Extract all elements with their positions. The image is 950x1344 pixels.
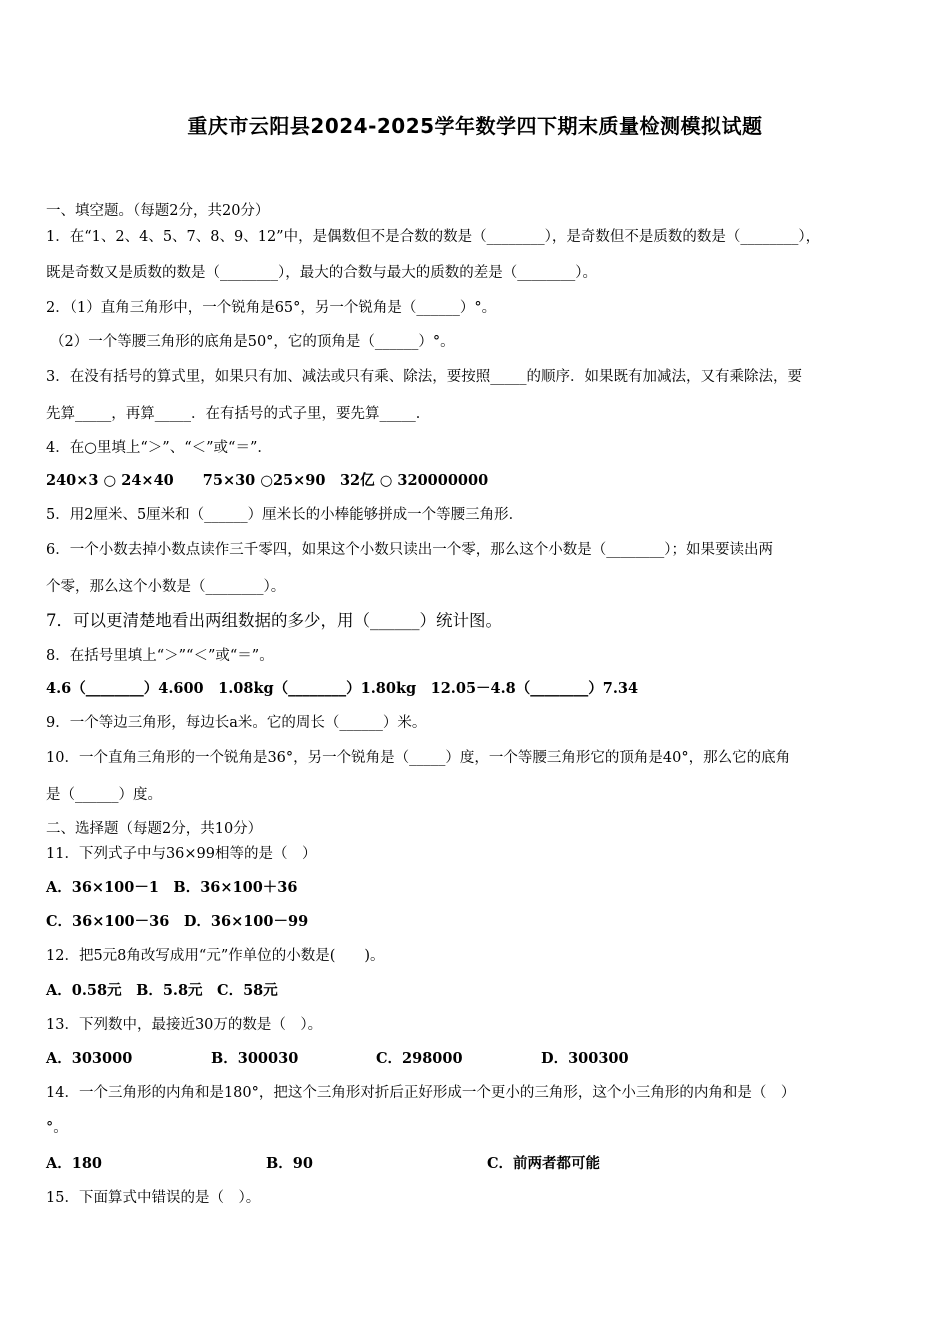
question-15: 15．下面算式中错误的是（ ）。 [46, 1190, 261, 1206]
question-6-line-1: 6．一个小数去掉小数点读作三千零四，如果这个小数只读出一个零，那么这个小数是（________）；如果要读出两 [46, 542, 773, 558]
question-11-options-ab: A．36×100－1 B．36×100＋36 [46, 879, 298, 896]
question-14-line-1: 14．一个三角形的内角和是180°，把这个三角形对折后正好形成一个更小的三角形，这个小三角形的内角和是（ ） [46, 1085, 796, 1101]
question-1-line-1: 1．在“1、2、4、5、7、8、9、12”中，是偶数但不是合数的数是（________），是奇数但不是质数的数是（________）， [46, 229, 821, 245]
question-2-part-1: 2．（1）直角三角形中，一个锐角是65°，另一个锐角是（______）°。 [46, 300, 497, 316]
question-13: 13．下列数中，最接近30万的数是（ ）。 [46, 1017, 323, 1033]
question-4: 4．在○里填上“＞”、“＜”或“＝”． [46, 440, 272, 456]
question-8-items: 4.6（________）4.600 1.08kg（________）1.80kg 12.05－4.8（________）7.34 [46, 680, 639, 697]
section-heading-fill-blank: 一、填空题。（每题2分，共20分） [46, 203, 270, 219]
question-1-line-2: 既是奇数又是质数的数是（________），最大的合数与最大的质数的差是（________）。 [46, 265, 597, 281]
question-14-option-a: A．180 [46, 1155, 103, 1172]
question-10-line-2: 是（______）度。 [46, 787, 162, 803]
question-2-part-2: （2）一个等腰三角形的底角是50°，它的顶角是（______）°。 [50, 334, 455, 350]
question-6-line-2: 个零，那么这个小数是（________）。 [46, 579, 286, 595]
page-title: 重庆市云阳县2024-2025学年数学四下期末质量检测模拟试题 [187, 114, 763, 138]
question-13-option-d: D．300300 [541, 1050, 629, 1067]
question-5: 5．用2厘米、5厘米和（______）厘米长的小棒能够拼成一个等腰三角形． [46, 507, 524, 523]
question-8: 8．在括号里填上“＞”“＜”或“＝”。 [46, 648, 274, 664]
question-12-options: A．0.58元 B．5.8元 C．58元 [46, 982, 278, 999]
question-3-line-1: 3．在没有括号的算式里，如果只有加、减法或只有乘、除法，要按照_____的顺序．如果既有加减法，又有乘除法，要 [46, 369, 802, 385]
question-7: 7．可以更清楚地看出两组数据的多少，用（______）统计图。 [46, 611, 502, 630]
question-13-option-b: B．300030 [211, 1050, 299, 1067]
question-4-items: 240×3 ○ 24×40 75×30 ○25×90 32亿 ○ 320000000 [46, 472, 489, 489]
question-13-option-c: C．298000 [376, 1050, 463, 1067]
section-heading-multiple-choice: 二、选择题（每题2分，共10分） [46, 821, 263, 837]
question-12: 12．把5元8角改写成用“元”作单位的小数是( )。 [46, 948, 385, 964]
question-9: 9．一个等边三角形，每边长a米。它的周长（______）米。 [46, 715, 427, 731]
question-11-options-cd: C．36×100－36 D．36×100－99 [46, 913, 309, 930]
question-14-option-b: B．90 [266, 1155, 313, 1172]
question-13-option-a: A．303000 [46, 1050, 133, 1067]
question-10-line-1: 10．一个直角三角形的一个锐角是36°，另一个锐角是（_____）度，一个等腰三角形它的顶角是40°，那么它的底角 [46, 750, 791, 766]
question-11: 11．下列式子中与36×99相等的是（ ） [46, 846, 317, 862]
question-3-line-2: 先算_____，再算_____．在有括号的式子里，要先算_____． [46, 406, 431, 422]
question-14-option-c: C．前两者都可能 [487, 1155, 601, 1172]
question-14-line-2: °。 [46, 1120, 68, 1136]
